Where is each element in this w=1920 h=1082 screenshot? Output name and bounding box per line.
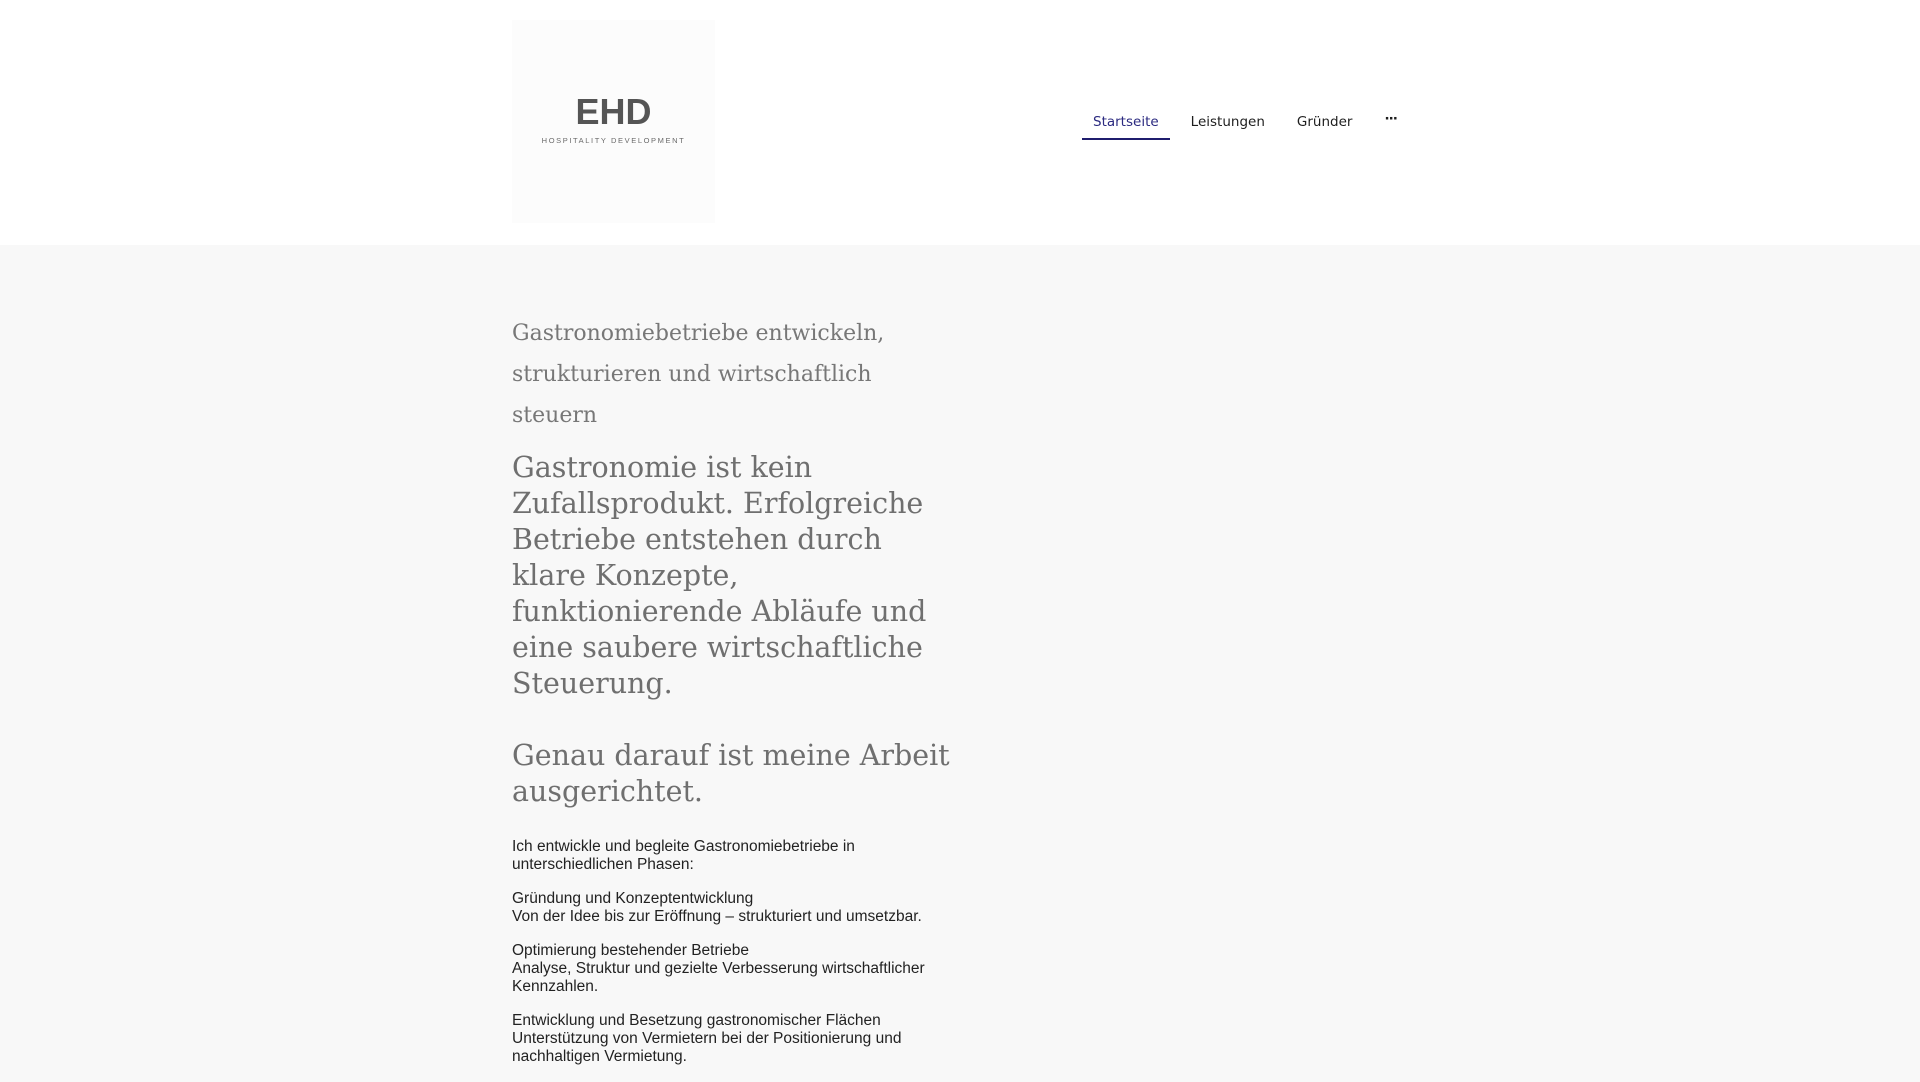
service-title: Entwicklung und Besetzung gastronomischer Flächen: [512, 1012, 881, 1029]
service-title: Gründung und Konzeptentwicklung: [512, 890, 754, 907]
service-item: [512, 890, 952, 926]
logo-mark: EHD: [575, 91, 652, 132]
main-content: [512, 245, 952, 1082]
service-item: [512, 1012, 952, 1066]
nav-item-gruender[interactable]: Gründer: [1296, 114, 1353, 130]
logo-tagline: HOSPITALITY DEVELOPMENT: [541, 136, 686, 145]
site-header: [0, 0, 1920, 245]
page-subtitle: Gastronomiebetriebe entwickeln, strukturieren und wirtschaftlich steuern: [512, 321, 885, 428]
nav-item-startseite[interactable]: Startseite: [1082, 108, 1170, 140]
main-nav: [1082, 108, 1418, 142]
service-description: Unterstützung von Vermietern bei der Positionierung und nachhaltigen Vermietung.: [512, 1030, 902, 1065]
headline-focus: Genau darauf ist meine Arbeit ausgerichtet.: [512, 739, 950, 808]
nav-item-leistungen[interactable]: Leistungen: [1190, 114, 1265, 130]
service-title: Optimierung bestehender Betriebe: [512, 942, 749, 959]
service-item: [512, 942, 952, 996]
service-description: Von der Idee bis zur Eröffnung – strukturiert und umsetzbar.: [512, 908, 922, 925]
headline-intro: Gastronomie ist kein Zufallsprodukt. Erfolgreiche Betriebe entstehen durch klare Konzepte, funktionierende Abläufe und eine saubere wirtschaftliche Steuerung.: [512, 451, 927, 700]
services-text: [512, 838, 952, 1066]
logo-link[interactable]: [512, 20, 715, 223]
intro-paragraph: Ich entwickle und begleite Gastronomiebetriebe in unterschiedlichen Phasen:: [512, 838, 855, 873]
more-horizontal-icon[interactable]: ···: [1384, 111, 1397, 127]
service-description: Analyse, Struktur und gezielte Verbesserung wirtschaftlicher Kennzahlen.: [512, 960, 925, 995]
